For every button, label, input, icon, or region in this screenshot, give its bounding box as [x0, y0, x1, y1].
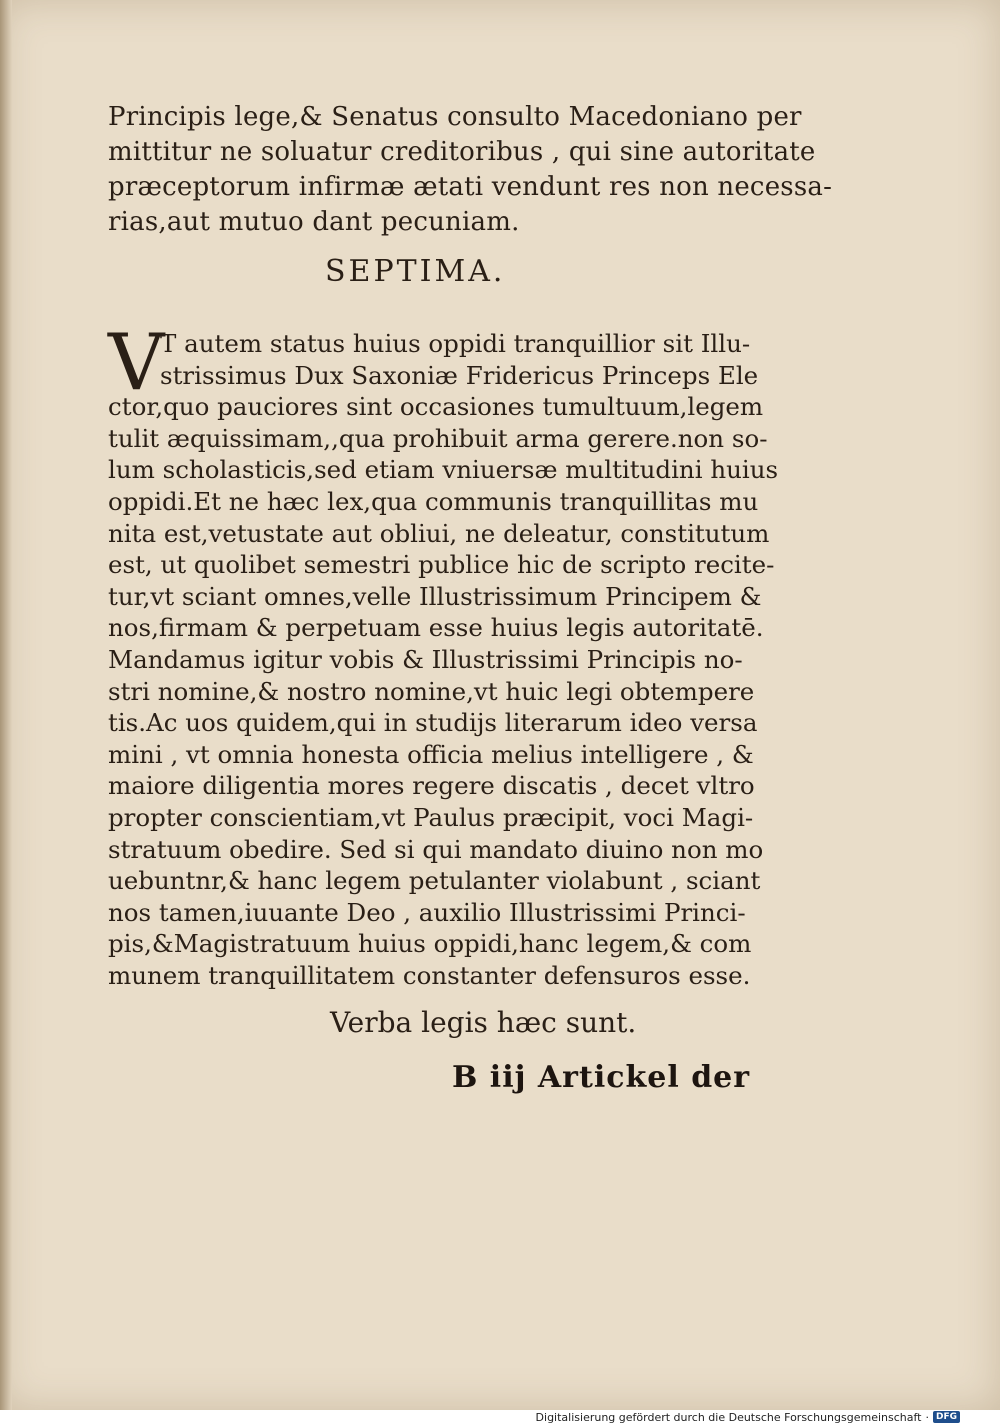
text-line: maiore diligentia mores regere discatis , decet vltro [108, 771, 755, 801]
binding-edge [0, 0, 12, 1410]
text-line: nos tamen,iuuante Deo , auxilio Illustrissimi Princi- [108, 897, 746, 927]
text-line: mittitur ne soluatur creditoribus , qui sine autoritate [108, 137, 816, 167]
text-line: ctor,quo pauciores sint occasiones tumultuum,legem [108, 392, 764, 422]
section-heading: SEPTIMA. [325, 254, 506, 289]
text-line: propter conscientiam,vt Paulus præcipit, voci Magi- [108, 802, 754, 832]
closing-line: Verba legis hæc sunt. [330, 1006, 637, 1039]
footer-separator: · [925, 1410, 929, 1424]
text-line: stri nomine,& nostro nomine,vt huic legi obtempere [108, 676, 755, 706]
text-line: pis,&Magistratuum huius oppidi,hanc legem,& com [108, 929, 752, 959]
signature-catchword: B iij Artickel der [452, 1060, 751, 1095]
body-paragraph [108, 318, 808, 991]
text-line: nita est,vetustate aut obliui, ne deleatur, constitutum [108, 518, 770, 548]
top-paragraph [108, 100, 833, 240]
text-line: T autem status huius oppidi tranquillior sit Illu- [160, 329, 751, 358]
dfg-logo-icon: DFG [933, 1411, 960, 1423]
text-line: rias,aut mutuo dant pecuniam. [108, 207, 520, 237]
text-line: mini , vt omnia honesta officia melius intelligere , & [108, 739, 754, 769]
drop-capital: V [108, 318, 165, 408]
text-line: tur,vt sciant omnes,velle Illustrissimum Principem & [108, 581, 762, 611]
text-line: oppidi.Et ne hæc lex,qua communis tranquillitas mu [108, 486, 759, 516]
text-line: stratuum obedire. Sed si qui mandato diuino non mo [108, 834, 764, 864]
text-line: strissimus Dux Saxoniæ Fridericus Princeps Ele [160, 360, 759, 390]
text-line: Principis lege,& Senatus consulto Macedoniano per [108, 102, 802, 132]
text-line: lum scholasticis,sed etiam vniuersæ multitudini huius [108, 455, 779, 485]
text-line: nos,firmam & perpetuam esse huius legis autoritatē. [108, 613, 764, 643]
text-line: tulit æquissimam,,qua prohibuit arma gerere.non so- [108, 423, 768, 453]
footer-credit [536, 1409, 960, 1425]
text-line: tis.Ac uos quidem,qui in studijs literarum ideo versa [108, 708, 758, 738]
text-line: uebuntnr,& hanc legem petulanter violabunt , sciant [108, 866, 761, 896]
text-line: est, ut quolibet semestri publice hic de scripto recite- [108, 550, 775, 580]
text-line: munem tranquillitatem constanter defensuros esse. [108, 960, 751, 990]
text-line: præceptorum infirmæ ætati vendunt res non necessa- [108, 172, 833, 202]
footer-text: Digitalisierung gefördert durch die Deutsche Forschungsgemeinschaft [535, 1410, 922, 1424]
text-line: Mandamus igitur vobis & Illustrissimi Principis no- [108, 644, 743, 674]
